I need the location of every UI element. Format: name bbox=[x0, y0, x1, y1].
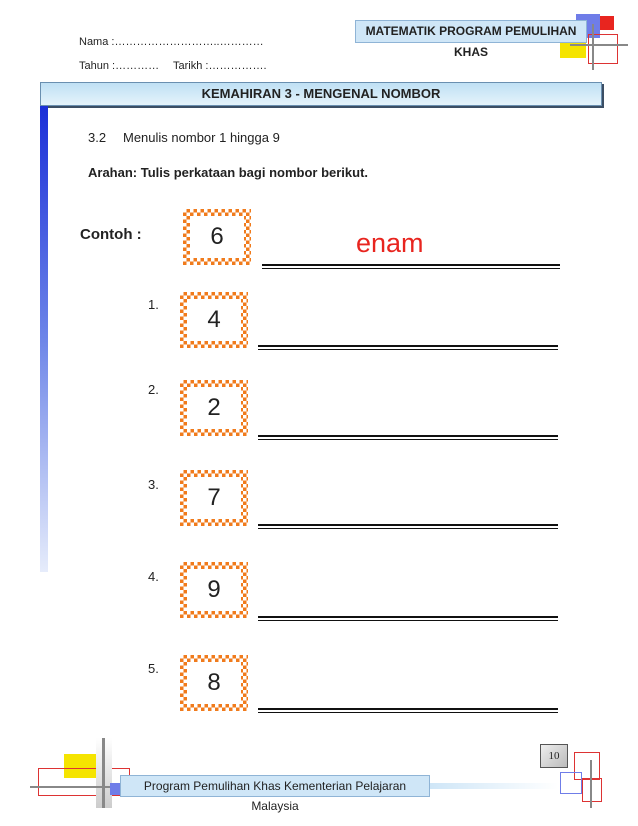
answer-line-1[interactable] bbox=[258, 345, 558, 350]
example-number-box bbox=[183, 209, 251, 265]
example-number: 6 bbox=[210, 223, 224, 250]
exercise-number: 9 bbox=[207, 576, 221, 603]
skill-title: KEMAHIRAN 3 - MENGENAL NOMBOR bbox=[40, 82, 602, 106]
program-header-label: MATEMATIK PROGRAM PEMULIHAN KHAS bbox=[355, 20, 587, 43]
footer-text: Program Pemulihan Khas Kementerian Pelajaran Malaysia bbox=[120, 775, 430, 797]
example-answer-line bbox=[262, 264, 560, 269]
exercise-index: 2. bbox=[148, 382, 159, 397]
answer-line-5[interactable] bbox=[258, 708, 558, 713]
example-answer: enam bbox=[356, 228, 424, 258]
answer-line-2[interactable] bbox=[258, 435, 558, 440]
section-number: 3.2 bbox=[88, 130, 107, 145]
decor-bottom-right bbox=[560, 752, 630, 812]
example-label: Contoh : bbox=[80, 226, 142, 243]
date-field[interactable]: Tarikh :……………. bbox=[173, 60, 267, 72]
page-number: 10 bbox=[540, 744, 568, 768]
exercise-number: 2 bbox=[207, 394, 221, 421]
exercise-number-box bbox=[180, 562, 248, 618]
exercise-index: 3. bbox=[148, 477, 159, 492]
instruction: Arahan: Tulis perkataan bagi nombor berikut. bbox=[88, 165, 369, 180]
exercise-index: 5. bbox=[148, 661, 159, 676]
exercise-number-box bbox=[180, 380, 248, 436]
section-title: Menulis nombor 1 hingga 9 bbox=[123, 130, 280, 145]
exercise-number: 4 bbox=[207, 306, 221, 333]
answer-line-3[interactable] bbox=[258, 524, 558, 529]
exercise-index: 1. bbox=[148, 297, 159, 312]
footer-fade bbox=[430, 783, 558, 789]
exercise-number-box bbox=[180, 292, 248, 348]
year-field[interactable]: Tahun :………… bbox=[79, 60, 160, 72]
exercise-number: 7 bbox=[207, 484, 221, 511]
exercise-index: 4. bbox=[148, 569, 159, 584]
answer-line-4[interactable] bbox=[258, 616, 558, 621]
left-decor-stripe bbox=[40, 106, 48, 572]
name-field[interactable]: Nama :………………………..………… bbox=[79, 36, 264, 48]
exercise-number: 8 bbox=[207, 669, 221, 696]
exercise-number-box bbox=[180, 655, 248, 711]
exercise-number-box bbox=[180, 470, 248, 526]
decor-bottom-left bbox=[30, 738, 130, 810]
